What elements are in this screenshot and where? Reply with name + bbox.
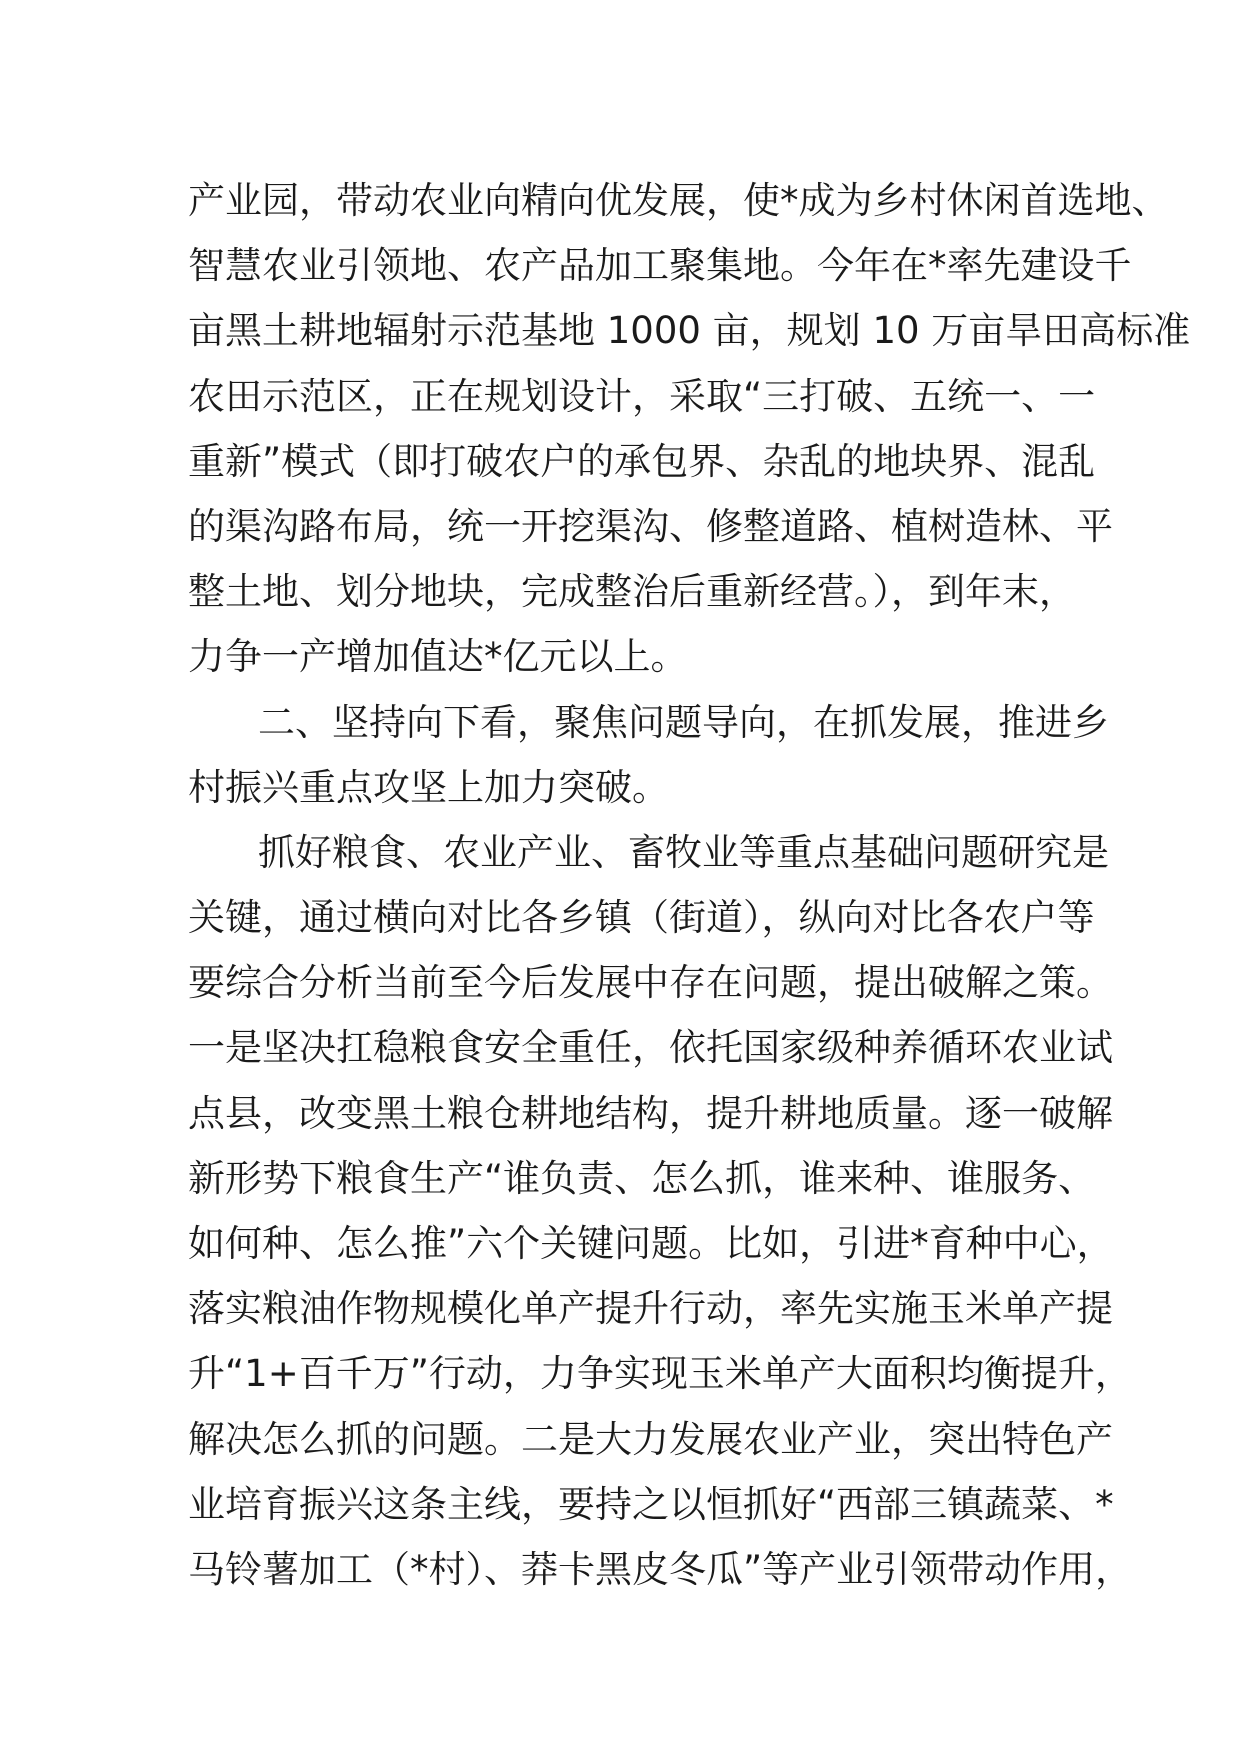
text-line: 产业园，带动农业向精向优发展，使*成为乡村休闲首选地、 xyxy=(188,179,1169,222)
text-line: 马铃薯加工（*村）、莽卡黑皮冬瓜”等产业引领带动作用， xyxy=(188,1547,1133,1591)
text-line: 业培育振兴这条主线，要持之以恒抓好“西部三镇蔬菜、* xyxy=(188,1482,1114,1526)
paragraph-first-line: 二、坚持向下看，聚焦问题导向，在抓发展，推进乡 xyxy=(258,700,1109,744)
text-line: 新形势下粮食生产“谁负责、怎么抓，谁来种、谁服务、 xyxy=(188,1156,1096,1200)
text-line: 如何种、怎么推”六个关键问题。比如，引进*育种中心， xyxy=(188,1222,1114,1265)
text-line: 升“1+百千万”行动，力争实现玉米单产大面积均衡提升， xyxy=(188,1352,1132,1396)
text-line: 要综合分析当前至今后发展中存在问题，提出破解之策。 xyxy=(188,961,1113,1005)
text-line: 关键，通过横向对比各乡镇（街道），纵向对比各农户等 xyxy=(188,896,1095,940)
text-line: 智慧农业引领地、农产品加工聚集地。今年在*率先建设千 xyxy=(188,244,1132,288)
text-line: 解决怎么抓的问题。二是大力发展农业产业，突出特色产 xyxy=(188,1417,1113,1461)
text-line: 村振兴重点攻坚上加力突破。 xyxy=(188,765,669,809)
text-line: 点县，改变黑土粮仓耕地结构，提升耕地质量。逐一破解 xyxy=(188,1091,1113,1135)
text-line: 农田示范区，正在规划设计，采取“三打破、五统一、一 xyxy=(188,374,1096,418)
document-body xyxy=(188,168,1191,1602)
text-line: 亩黑土耕地辐射示范基地 1000 亩，规划 10 万亩旱田高标准 xyxy=(188,309,1191,353)
text-line: 落实粮油作物规模化单产提升行动，率先实施玉米单产提 xyxy=(188,1287,1113,1331)
text-line: 整土地、划分地块，完成整治后重新经营。），到年末， xyxy=(188,570,1076,614)
text-line: 一是坚决扛稳粮食安全重任，依托国家级种养循环农业试 xyxy=(188,1026,1113,1070)
paragraph-first-line: 抓好粮食、农业产业、畜牧业等重点基础问题研究是 xyxy=(258,830,1109,874)
text-line: 重新”模式（即打破农户的承包界、杂乱的地块界、混乱 xyxy=(188,439,1096,483)
text-line: 的渠沟路布局，统一开挖渠沟、修整道路、植树造林、平 xyxy=(188,504,1113,548)
text-line: 力争一产增加值达*亿元以上。 xyxy=(188,635,688,679)
